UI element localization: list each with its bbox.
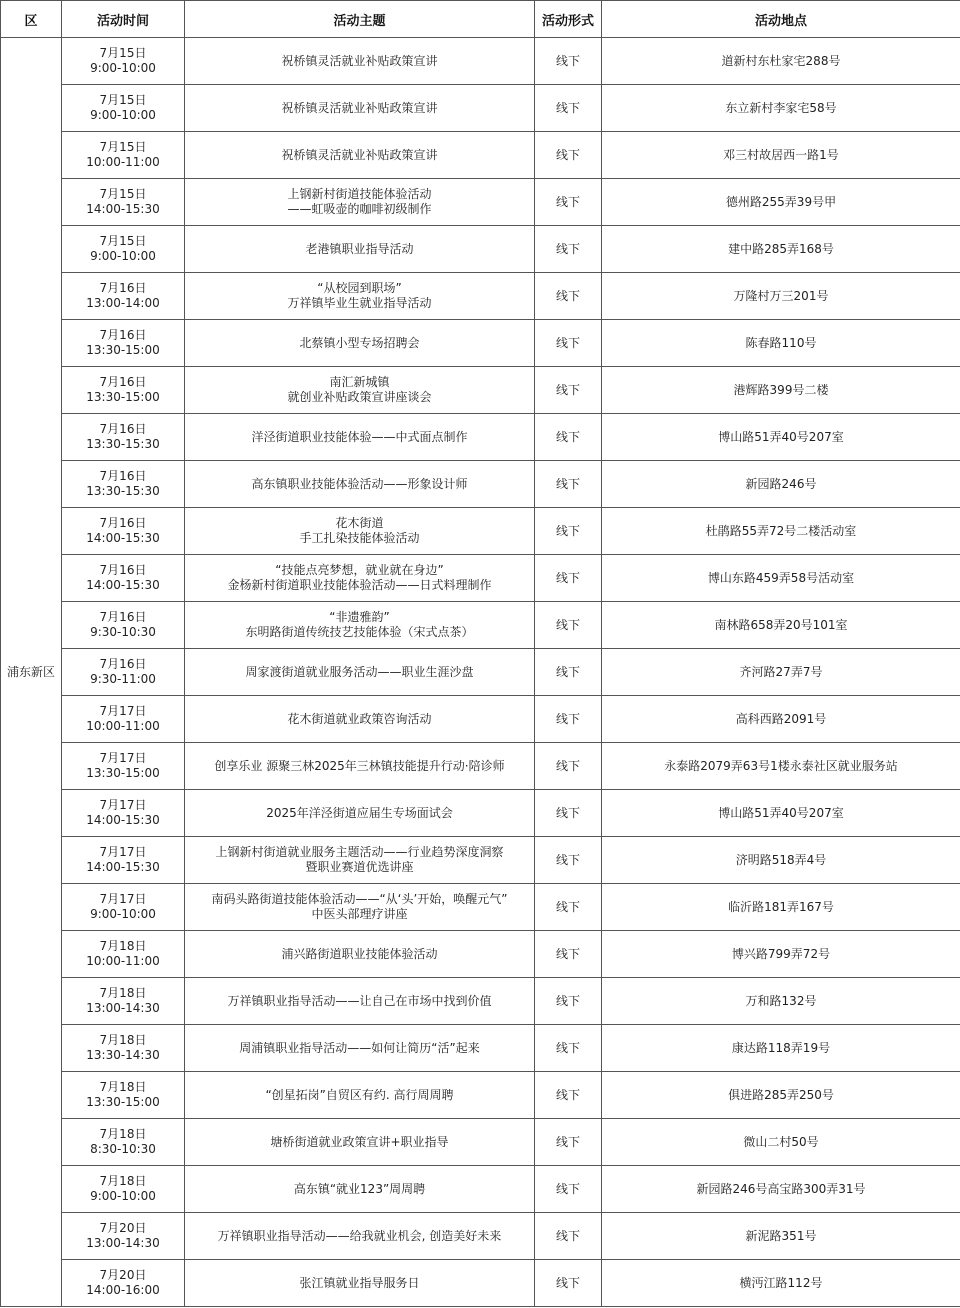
location-cell: 博山路51弄40号207室 xyxy=(602,790,960,837)
topic-cell xyxy=(185,743,535,790)
location-cell: 南林路658弄20号101室 xyxy=(602,602,960,649)
topic-line: 就创业补贴政策宣讲座谈会 xyxy=(287,390,432,404)
location-cell: 齐河路27弄7号 xyxy=(602,649,960,696)
time-range-text: 10:00-11:00 xyxy=(86,954,160,968)
format-cell: 线下 xyxy=(535,696,602,743)
topic-line: 高东镇“就业123”周周聘 xyxy=(293,1181,426,1196)
topic-cell xyxy=(185,602,535,649)
format-cell: 线下 xyxy=(535,1213,602,1260)
time-range-text: 10:00-11:00 xyxy=(86,719,160,733)
topic-line: 浦兴路街道职业技能体验活动 xyxy=(281,946,438,961)
date-text: 7月16日 xyxy=(99,469,147,483)
topic-line: 花木街道就业政策咨询活动 xyxy=(287,711,432,726)
table-body xyxy=(1,38,960,1307)
table-row xyxy=(1,978,960,1025)
topic-cell xyxy=(185,320,535,367)
time-range-text: 13:30-15:00 xyxy=(86,343,160,357)
topic-cell xyxy=(185,508,535,555)
topic-line: 南码头路街道技能体验活动——“从‘头’开始，唤醒元气” xyxy=(211,892,508,906)
location-cell: 横沔江路112号 xyxy=(602,1260,960,1307)
time-range-text: 14:00-15:30 xyxy=(86,813,160,827)
date-text: 7月18日 xyxy=(99,1033,147,1047)
time-cell xyxy=(62,273,185,320)
district-cell: 浦东新区 xyxy=(1,38,62,1307)
format-cell: 线下 xyxy=(535,931,602,978)
location-cell: 德州路255弄39号甲 xyxy=(602,179,960,226)
time-range-text: 9:00-10:00 xyxy=(90,1189,156,1203)
table-row xyxy=(1,226,960,273)
topic-line: 洋泾街道职业技能体验——中式面点制作 xyxy=(251,429,468,444)
topic-cell xyxy=(185,179,535,226)
format-cell: 线下 xyxy=(535,367,602,414)
header-topic: 活动主题 xyxy=(185,1,535,38)
time-cell xyxy=(62,367,185,414)
time-range-text: 9:00-10:00 xyxy=(90,249,156,263)
table-row xyxy=(1,1260,960,1307)
topic-cell xyxy=(185,38,535,85)
format-cell: 线下 xyxy=(535,978,602,1025)
table-row xyxy=(1,837,960,884)
topic-line: 塘桥街道就业政策宣讲+职业指导 xyxy=(270,1134,449,1149)
topic-line: 南汇新城镇 xyxy=(329,375,390,389)
table-row xyxy=(1,179,960,226)
format-cell: 线下 xyxy=(535,1072,602,1119)
date-text: 7月20日 xyxy=(99,1268,147,1282)
time-cell xyxy=(62,696,185,743)
format-cell: 线下 xyxy=(535,508,602,555)
format-cell: 线下 xyxy=(535,555,602,602)
time-range-text: 14:00-16:00 xyxy=(86,1283,160,1297)
table-row xyxy=(1,38,960,85)
topic-line: 暨职业赛道优选讲座 xyxy=(305,860,414,874)
topic-cell xyxy=(185,85,535,132)
table-row xyxy=(1,696,960,743)
topic-cell xyxy=(185,1025,535,1072)
time-range-text: 13:30-15:30 xyxy=(86,437,160,451)
table-row xyxy=(1,414,960,461)
location-cell: 微山二村50号 xyxy=(602,1119,960,1166)
location-cell: 永泰路2079弄63号1楼永泰社区就业服务站 xyxy=(602,743,960,790)
time-cell xyxy=(62,790,185,837)
date-text: 7月15日 xyxy=(99,187,147,201)
topic-cell xyxy=(185,414,535,461)
date-text: 7月17日 xyxy=(99,845,147,859)
table-row xyxy=(1,555,960,602)
time-cell xyxy=(62,179,185,226)
location-cell: 博山路51弄40号207室 xyxy=(602,414,960,461)
time-range-text: 14:00-15:30 xyxy=(86,578,160,592)
time-cell xyxy=(62,978,185,1025)
time-range-text: 13:30-14:30 xyxy=(86,1048,160,1062)
table-row xyxy=(1,1213,960,1260)
time-range-text: 13:30-15:00 xyxy=(86,766,160,780)
time-range-text: 10:00-11:00 xyxy=(86,155,160,169)
location-cell: 新园路246号高宝路300弄31号 xyxy=(602,1166,960,1213)
time-cell xyxy=(62,226,185,273)
date-text: 7月17日 xyxy=(99,892,147,906)
date-text: 7月15日 xyxy=(99,93,147,107)
location-cell: 博兴路799弄72号 xyxy=(602,931,960,978)
time-cell xyxy=(62,743,185,790)
date-text: 7月17日 xyxy=(99,751,147,765)
table-row xyxy=(1,1166,960,1213)
date-text: 7月18日 xyxy=(99,1127,147,1141)
table-row xyxy=(1,649,960,696)
topic-line: 金杨新村街道职业技能体验活动——日式料理制作 xyxy=(227,578,492,592)
time-range-text: 14:00-15:30 xyxy=(86,202,160,216)
location-cell: 新园路246号 xyxy=(602,461,960,508)
table-header xyxy=(1,1,960,38)
time-cell xyxy=(62,132,185,179)
topic-line: 万祥镇职业指导活动——给我就业机会, 创造美好未来 xyxy=(217,1228,502,1243)
date-text: 7月15日 xyxy=(99,46,147,60)
topic-cell xyxy=(185,1166,535,1213)
format-cell: 线下 xyxy=(535,1166,602,1213)
format-cell: 线下 xyxy=(535,1119,602,1166)
time-range-text: 13:30-15:30 xyxy=(86,484,160,498)
format-cell: 线下 xyxy=(535,649,602,696)
topic-cell xyxy=(185,837,535,884)
table-row xyxy=(1,508,960,555)
format-cell: 线下 xyxy=(535,790,602,837)
topic-line: ——虹吸壶的咖啡初级制作 xyxy=(287,202,432,216)
date-text: 7月16日 xyxy=(99,281,147,295)
time-cell xyxy=(62,931,185,978)
date-text: 7月20日 xyxy=(99,1221,147,1235)
topic-line: 高东镇职业技能体验活动——形象设计师 xyxy=(251,476,468,491)
topic-line: 创享乐业 源聚三林2025年三林镇技能提升行动·陪诊师 xyxy=(214,758,505,773)
date-text: 7月16日 xyxy=(99,375,147,389)
topic-line: 花木街道 xyxy=(335,516,384,530)
table-row xyxy=(1,132,960,179)
topic-cell xyxy=(185,978,535,1025)
time-cell xyxy=(62,320,185,367)
date-text: 7月18日 xyxy=(99,1080,147,1094)
topic-cell xyxy=(185,226,535,273)
topic-cell xyxy=(185,790,535,837)
topic-cell xyxy=(185,1119,535,1166)
date-text: 7月16日 xyxy=(99,422,147,436)
time-cell xyxy=(62,1213,185,1260)
time-range-text: 14:00-15:30 xyxy=(86,531,160,545)
topic-cell xyxy=(185,931,535,978)
time-range-text: 14:00-15:30 xyxy=(86,860,160,874)
format-cell: 线下 xyxy=(535,85,602,132)
topic-line: “非遗雅韵” xyxy=(329,610,390,624)
format-cell: 线下 xyxy=(535,1260,602,1307)
time-range-text: 13:00-14:30 xyxy=(86,1001,160,1015)
format-cell: 线下 xyxy=(535,414,602,461)
topic-line: 2025年洋泾街道应届生专场面试会 xyxy=(266,805,453,820)
format-cell: 线下 xyxy=(535,226,602,273)
date-text: 7月16日 xyxy=(99,563,147,577)
date-text: 7月15日 xyxy=(99,234,147,248)
topic-line: 老港镇职业指导活动 xyxy=(305,241,414,256)
topic-line: 祝桥镇灵活就业补贴政策宣讲 xyxy=(281,53,438,68)
format-cell: 线下 xyxy=(535,461,602,508)
topic-cell xyxy=(185,555,535,602)
time-cell xyxy=(62,884,185,931)
location-cell: 邓三村故居西一路1号 xyxy=(602,132,960,179)
time-range-text: 9:30-10:30 xyxy=(90,625,156,639)
table-row xyxy=(1,273,960,320)
topic-line: 东明路街道传统技艺技能体验（宋式点茶） xyxy=(245,625,474,639)
topic-line: 手工扎染技能体验活动 xyxy=(299,531,420,545)
table-row xyxy=(1,1072,960,1119)
date-text: 7月15日 xyxy=(99,140,147,154)
time-range-text: 8:30-10:30 xyxy=(90,1142,156,1156)
location-cell: 济明路518弄4号 xyxy=(602,837,960,884)
header-location: 活动地点 xyxy=(602,1,960,38)
location-cell: 博山东路459弄58号活动室 xyxy=(602,555,960,602)
header-district: 区 xyxy=(1,1,62,38)
topic-line: 万祥镇职业指导活动——让自己在市场中找到价值 xyxy=(227,993,492,1008)
format-cell: 线下 xyxy=(535,38,602,85)
format-cell: 线下 xyxy=(535,273,602,320)
header-time: 活动时间 xyxy=(62,1,185,38)
date-text: 7月17日 xyxy=(99,798,147,812)
date-text: 7月16日 xyxy=(99,610,147,624)
format-cell: 线下 xyxy=(535,179,602,226)
location-cell: 俱进路285弄250号 xyxy=(602,1072,960,1119)
time-cell xyxy=(62,414,185,461)
topic-line: 周家渡街道就业服务活动——职业生涯沙盘 xyxy=(245,664,474,679)
topic-cell xyxy=(185,1072,535,1119)
location-cell: 万隆村万三201号 xyxy=(602,273,960,320)
time-range-text: 9:00-10:00 xyxy=(90,907,156,921)
topic-line: “创星拓岗”自贸区有约. 高行周周聘 xyxy=(265,1087,454,1102)
location-cell: 东立新村李家宅58号 xyxy=(602,85,960,132)
table-row xyxy=(1,743,960,790)
format-cell: 线下 xyxy=(535,884,602,931)
topic-line: 上钢新村街道就业服务主题活动——行业趋势深度洞察 xyxy=(215,845,504,859)
table-row xyxy=(1,790,960,837)
topic-line: 周浦镇职业指导活动——如何让简历“活”起来 xyxy=(239,1040,480,1055)
table-row xyxy=(1,602,960,649)
date-text: 7月16日 xyxy=(99,516,147,530)
date-text: 7月17日 xyxy=(99,704,147,718)
topic-cell xyxy=(185,367,535,414)
time-cell xyxy=(62,555,185,602)
topic-line: 上钢新村街道技能体验活动 xyxy=(287,187,432,201)
location-cell: 康达路118弄19号 xyxy=(602,1025,960,1072)
table-row xyxy=(1,461,960,508)
table-row xyxy=(1,367,960,414)
location-cell: 万和路132号 xyxy=(602,978,960,1025)
time-cell xyxy=(62,837,185,884)
topic-line: “从校园到职场” xyxy=(317,281,402,295)
topic-cell xyxy=(185,1260,535,1307)
format-cell: 线下 xyxy=(535,320,602,367)
location-cell: 道新村东杜家宅288号 xyxy=(602,38,960,85)
date-text: 7月16日 xyxy=(99,328,147,342)
time-range-text: 13:00-14:00 xyxy=(86,296,160,310)
time-range-text: 13:00-14:30 xyxy=(86,1236,160,1250)
time-cell xyxy=(62,38,185,85)
table-row xyxy=(1,85,960,132)
format-cell: 线下 xyxy=(535,602,602,649)
location-cell: 临沂路181弄167号 xyxy=(602,884,960,931)
table-row xyxy=(1,1119,960,1166)
location-cell: 高科西路2091号 xyxy=(602,696,960,743)
topic-cell xyxy=(185,884,535,931)
date-text: 7月18日 xyxy=(99,939,147,953)
topic-line: “技能点亮梦想，就业就在身边” xyxy=(275,563,444,577)
time-cell xyxy=(62,649,185,696)
topic-cell xyxy=(185,461,535,508)
format-cell: 线下 xyxy=(535,743,602,790)
header-format: 活动形式 xyxy=(535,1,602,38)
time-cell xyxy=(62,1025,185,1072)
topic-line: 中医头部理疗讲座 xyxy=(311,907,408,921)
table-row xyxy=(1,884,960,931)
table-row xyxy=(1,1025,960,1072)
topic-line: 万祥镇毕业生就业指导活动 xyxy=(287,296,432,310)
location-cell: 陈春路110号 xyxy=(602,320,960,367)
topic-cell xyxy=(185,132,535,179)
format-cell: 线下 xyxy=(535,837,602,884)
time-range-text: 9:00-10:00 xyxy=(90,108,156,122)
time-cell xyxy=(62,1260,185,1307)
topic-cell xyxy=(185,696,535,743)
date-text: 7月18日 xyxy=(99,1174,147,1188)
topic-line: 祝桥镇灵活就业补贴政策宣讲 xyxy=(281,100,438,115)
time-range-text: 13:30-15:00 xyxy=(86,1095,160,1109)
format-cell: 线下 xyxy=(535,132,602,179)
time-cell xyxy=(62,1072,185,1119)
location-cell: 港辉路399号二楼 xyxy=(602,367,960,414)
time-range-text: 9:00-10:00 xyxy=(90,61,156,75)
time-cell xyxy=(62,508,185,555)
location-cell: 杜鹃路55弄72号二楼活动室 xyxy=(602,508,960,555)
time-cell xyxy=(62,1166,185,1213)
topic-cell xyxy=(185,649,535,696)
time-cell xyxy=(62,1119,185,1166)
topic-cell xyxy=(185,273,535,320)
table-row xyxy=(1,320,960,367)
time-cell xyxy=(62,461,185,508)
time-range-text: 13:30-15:00 xyxy=(86,390,160,404)
time-cell xyxy=(62,85,185,132)
location-cell: 建中路285弄168号 xyxy=(602,226,960,273)
time-cell xyxy=(62,602,185,649)
topic-line: 张江镇就业指导服务日 xyxy=(299,1275,420,1290)
format-cell: 线下 xyxy=(535,1025,602,1072)
topic-cell xyxy=(185,1213,535,1260)
date-text: 7月18日 xyxy=(99,986,147,1000)
header-row xyxy=(1,1,960,38)
location-cell: 新泥路351号 xyxy=(602,1213,960,1260)
topic-line: 北蔡镇小型专场招聘会 xyxy=(299,335,420,350)
topic-line: 祝桥镇灵活就业补贴政策宣讲 xyxy=(281,147,438,162)
table-row xyxy=(1,931,960,978)
time-range-text: 9:30-11:00 xyxy=(90,672,156,686)
date-text: 7月16日 xyxy=(99,657,147,671)
